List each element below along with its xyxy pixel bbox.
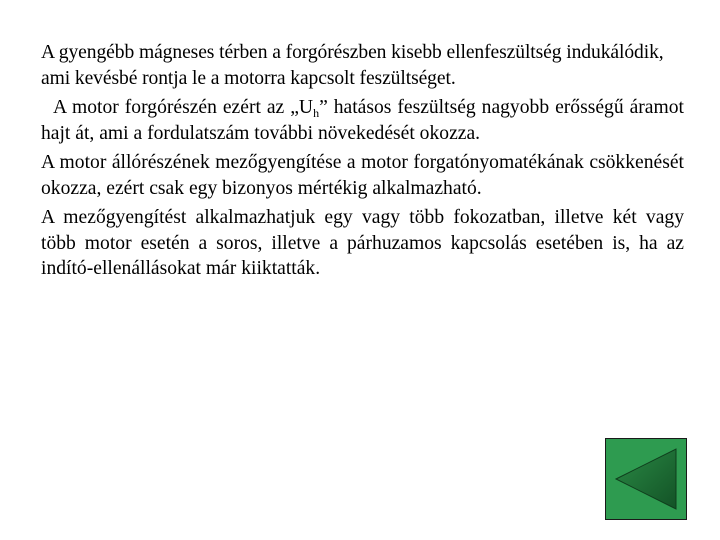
back-button[interactable] [605,438,687,520]
subscript-h: h [313,106,320,120]
paragraph-1: A gyengébb mágneses térben a forgórészben kisebb ellenfeszültség indukálódik, ami kevésbé rontja le a motorra kapcsolt feszültséget. [41,42,664,89]
text-body [41,40,684,286]
paragraph-2-end: ” hatásos feszültség nagyobb erősségű áramot hajt át, ami a fordulatszám további növekedését okozza. [41,97,684,144]
triangle-left-icon [606,439,686,519]
paragraph-2 [41,95,684,146]
paragraph-2-start: A motor forgórészén ezért az „U [53,97,314,118]
paragraph-4: A mezőgyengítést alkalmazhatjuk egy vagy több fokozatban, illetve két vagy több motor esetén a soros, illetve a párhuzamos kapcsolás esetében is, ha az indító-ellenállásokat már kiiktatták. [41,207,684,279]
paragraph-3: A motor állórészének mezőgyengítése a motor forgatónyomatékának csökkenését okozza, ezért csak egy bizonyos mértékig alkalmazható. [41,152,684,199]
